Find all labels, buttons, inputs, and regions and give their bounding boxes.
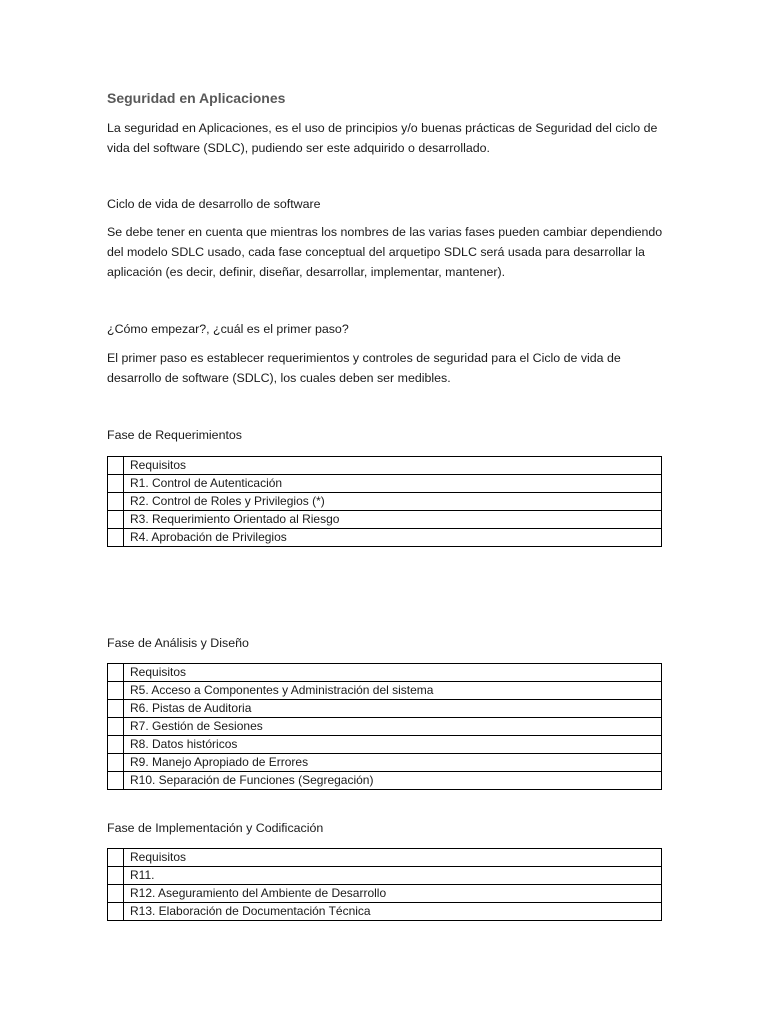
table-row (108, 475, 662, 493)
table-cell-index (108, 493, 124, 511)
table-header-row (108, 457, 662, 475)
table-row (108, 493, 662, 511)
table-cell: R12. Aseguramiento del Ambiente de Desarrollo (124, 885, 662, 903)
table-cell: R10. Separación de Funciones (Segregación) (124, 772, 662, 790)
phase-title-analisis-diseno: Fase de Análisis y Diseño (107, 636, 249, 650)
table-cell: R13. Elaboración de Documentación Técnica (124, 903, 662, 921)
table-row (108, 700, 662, 718)
table-row (108, 754, 662, 772)
phase-title-implementacion: Fase de Implementación y Codificación (107, 821, 324, 835)
table-row (108, 736, 662, 754)
table-header-row (108, 849, 662, 867)
document-title: Seguridad en Aplicaciones (107, 90, 286, 106)
table-cell-index (108, 736, 124, 754)
phase-title-requerimientos: Fase de Requerimientos (107, 428, 242, 442)
sdlc-paragraph: Se debe tener en cuenta que mientras los nombres de las varias fases pueden cambiar dependiendo del modelo SDLC usado, cada fase conceptual del arquetipo SDLC será usada para desarrollar la aplicación (es decir, definir, diseñar, desarrollar, implementar, mantener). (107, 225, 663, 279)
table-row (108, 772, 662, 790)
table-cell-index (108, 849, 124, 867)
table-cell: R3. Requerimiento Orientado al Riesgo (124, 511, 662, 529)
start-paragraph: El primer paso es establecer requerimientos y controles de seguridad para el Ciclo de vida de desarrollo de software (SDLC), los cuales deben ser medibles. (107, 351, 621, 385)
table-cell-index (108, 511, 124, 529)
start-heading: ¿Cómo empezar?, ¿cuál es el primer paso? (107, 322, 349, 336)
table-cell-index (108, 718, 124, 736)
table-cell: R9. Manejo Apropiado de Errores (124, 754, 662, 772)
table-row (108, 885, 662, 903)
table-cell-index (108, 903, 124, 921)
table-cell-index (108, 772, 124, 790)
table-cell-index (108, 867, 124, 885)
table-cell-index (108, 664, 124, 682)
table-cell: R11. (124, 867, 662, 885)
table-row (108, 903, 662, 921)
table-cell-index (108, 457, 124, 475)
table-cell-index (108, 529, 124, 547)
table-cell: R7. Gestión de Sesiones (124, 718, 662, 736)
sdlc-heading: Ciclo de vida de desarrollo de software (107, 197, 321, 211)
table-header-cell: Requisitos (124, 849, 662, 867)
table-cell: R8. Datos históricos (124, 736, 662, 754)
table-row (108, 682, 662, 700)
table-cell-index (108, 754, 124, 772)
table-cell: R1. Control de Autenticación (124, 475, 662, 493)
table-cell-index (108, 700, 124, 718)
table-cell: R5. Acceso a Componentes y Administración del sistema (124, 682, 662, 700)
intro-paragraph: La seguridad en Aplicaciones, es el uso de principios y/o buenas prácticas de Seguridad del ciclo de vida del software (SDLC), pudiendo ser este adquirido o desarrollado. (107, 121, 658, 155)
table-cell-index (108, 682, 124, 700)
table-cell-index (108, 885, 124, 903)
requirements-table-analisis-diseno (107, 663, 662, 790)
table-header-cell: Requisitos (124, 664, 662, 682)
table-cell: R2. Control de Roles y Privilegios (*) (124, 493, 662, 511)
table-cell: R4. Aprobación de Privilegios (124, 529, 662, 547)
table-row (108, 529, 662, 547)
table-row (108, 867, 662, 885)
table-header-cell: Requisitos (124, 457, 662, 475)
table-row (108, 511, 662, 529)
requirements-table-implementacion (107, 848, 662, 921)
requirements-table-requerimientos (107, 456, 662, 547)
table-cell: R6. Pistas de Auditoria (124, 700, 662, 718)
table-header-row (108, 664, 662, 682)
table-row (108, 718, 662, 736)
table-cell-index (108, 475, 124, 493)
